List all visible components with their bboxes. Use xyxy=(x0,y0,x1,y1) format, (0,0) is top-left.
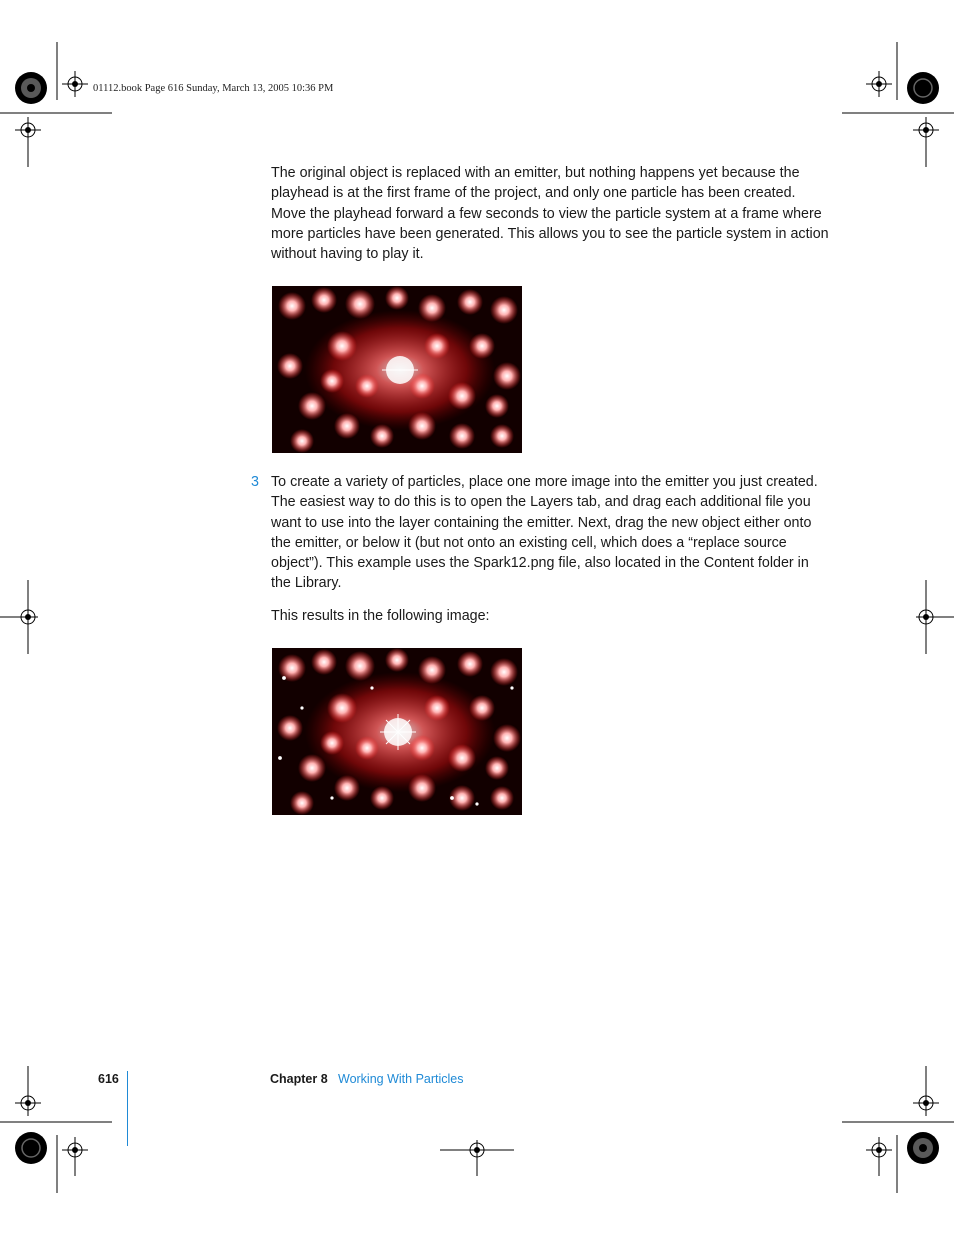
print-slug: 01112.book Page 616 Sunday, March 13, 2005 10:36 PM xyxy=(93,83,334,94)
chapter-label: Chapter 8 xyxy=(270,1072,328,1086)
body-paragraph-2: This results in the following image: xyxy=(271,608,490,624)
step-number: 3 xyxy=(251,474,259,490)
step-text: To create a variety of particles, place one more image into the emitter you just created. The easiest way to do this is to open the Layers tab, and drag each additional file you want to use into the layer containing the emitter. Next, drag the new object either onto the emitter, or below it (but not onto an existing cell, which does a “replace source object”). This example uses the Spark12.png file, also located in the Content folder in the Library. xyxy=(271,474,818,592)
body-paragraph: The original object is replaced with an emitter, but nothing happens yet because the playhead is at the first frame of the project, and only one particle has been created. Move the playhead forward a few seconds to view the particle system at a frame where more particles have been generated. This allows you to see the particle system in action without having to play it. xyxy=(271,165,829,263)
chapter-title: Working With Particles xyxy=(338,1072,464,1086)
page-number: 616 xyxy=(98,1072,119,1086)
